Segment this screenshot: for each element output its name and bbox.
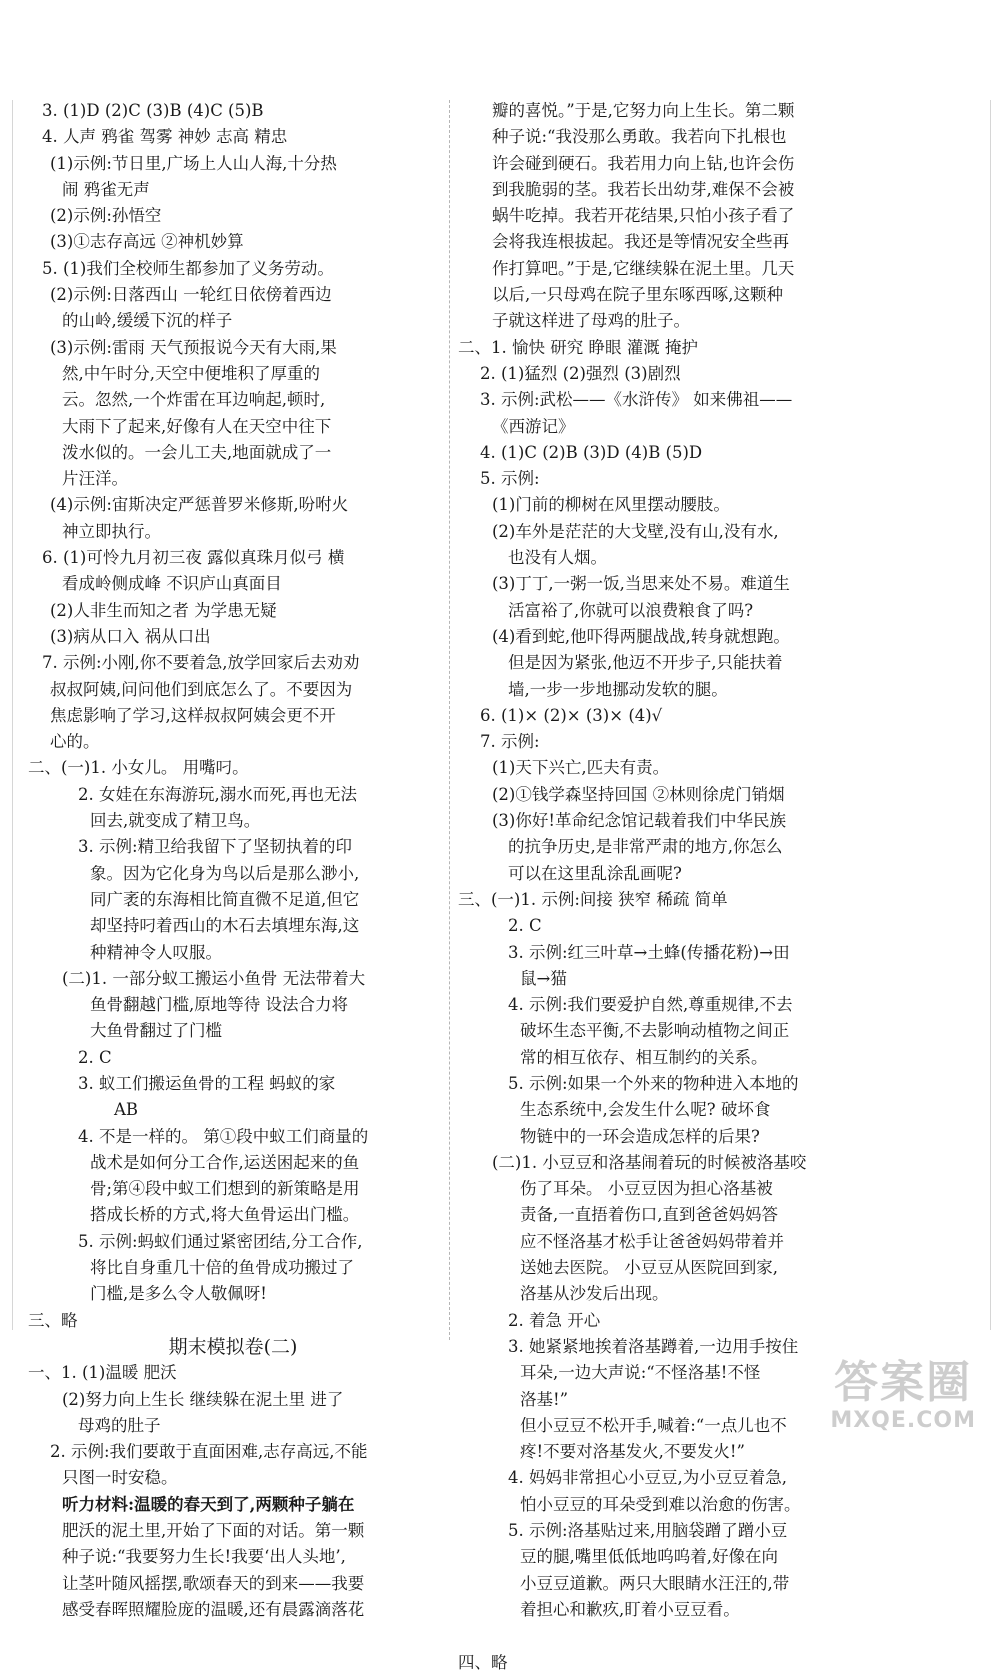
answer-line: AB <box>114 1100 139 1120</box>
answer-line: 送她去医院。 小豆豆从医院回到家, <box>520 1258 778 1278</box>
answer-line: (3)示例:雷雨 天气预报说今天有大雨,果 <box>50 337 337 357</box>
answer-line: (2)示例:孙悟空 <box>50 206 162 226</box>
answer-line: 墙,一步一步地挪动发软的腿。 <box>508 679 728 699</box>
answer-line: 疼!不要对洛基发火,不要发火!” <box>520 1442 745 1462</box>
answer-line: 2. 示例:我们要敢于直面困难,志存高远,不能 <box>50 1442 368 1462</box>
answer-line: 三、(一)1. 示例:间接 狭窄 稀疏 简单 <box>458 889 728 909</box>
column-divider <box>449 100 450 1340</box>
answer-line: 6. (1)可怜九月初三夜 露似真珠月似弓 横 <box>42 548 345 568</box>
answer-line: 却坚持叼着西山的木石去填埋东海,这 <box>90 916 360 936</box>
answer-line: 蜗牛吃掉。我若开花结果,只怕小孩子看了 <box>492 206 795 226</box>
answer-line: 一、1. (1)温暖 肥沃 <box>28 1363 177 1383</box>
answer-line: 战术是如何分工合作,运送困起来的鱼 <box>90 1152 360 1172</box>
answer-line: 责备,一直捂着伤口,直到爸爸妈妈答 <box>520 1205 778 1225</box>
answer-line: 怕小豆豆的耳朵受到难以治愈的伤害。 <box>520 1494 801 1514</box>
answer-line: 象。因为它化身为鸟以后是那么渺小, <box>90 863 360 883</box>
answer-line: 到我脆弱的茎。我若长出幼芽,难保不会被 <box>492 179 795 199</box>
answer-line: (2)人非生而知之者 为学患无疑 <box>50 600 277 620</box>
answer-line: 3. 示例:红三叶草→土蜂(传播花粉)→田 <box>508 942 790 962</box>
answer-line: 同广袤的东海相比简直微不足道,但它 <box>90 889 360 909</box>
answer-line: 心的。 <box>50 732 100 752</box>
answer-line: 许会碰到硬石。我若用力向上钻,也许会伤 <box>492 153 795 173</box>
answer-line: 种子说:“我要努力生长!我要‘出人头地’, <box>62 1547 346 1567</box>
answer-column-left <box>28 98 438 1623</box>
answer-line: 大雨下了起来,好像有人在天空中往下 <box>62 416 332 436</box>
section-heading: 期末模拟卷(二) <box>168 1335 298 1358</box>
answer-line: 但是因为紧张,他迈不开步子,只能扶着 <box>508 653 783 673</box>
answer-line: 子就这样进了母鸡的肚子。 <box>492 311 690 331</box>
answer-line: 也没有人烟。 <box>508 548 607 568</box>
answer-line: 可以在这里乱涂乱画呢? <box>508 863 682 883</box>
answer-line: 3. (1)D (2)C (3)B (4)C (5)B <box>42 101 264 120</box>
answer-line: 搭成长桥的方式,将大鱼骨运出门槛。 <box>90 1205 360 1225</box>
page-edge-right <box>990 100 991 1330</box>
answer-line: 鼠→猫 <box>520 968 567 988</box>
page-edge-left <box>12 100 13 1330</box>
answer-line: 2. 着急 开心 <box>508 1310 601 1330</box>
answer-line: (3)病从口入 祸从口出 <box>50 626 211 646</box>
answer-line: 5. 示例:洛基贴过来,用脑袋蹭了蹭小豆 <box>508 1521 788 1541</box>
answer-line: (1)示例:节日里,广场上人山人海,十分热 <box>50 153 337 173</box>
answer-line: 5. 示例:蚂蚁们通过紧密团结,分工合作, <box>78 1231 363 1251</box>
answer-line: 二、1. 愉快 研究 睁眼 灌溉 掩护 <box>458 337 698 357</box>
answer-line: (二)1. 一部分蚁工搬运小鱼骨 无法带着大 <box>62 968 366 988</box>
answer-line: 回去,就变成了精卫鸟。 <box>90 811 261 831</box>
answer-line: 生态系统中,会发生什么呢? 破坏食 <box>520 1100 771 1120</box>
answer-line: 闹 鸦雀无声 <box>62 179 150 199</box>
answer-line: 5. 示例: <box>480 469 540 489</box>
answer-line: 3. 示例:武松——《水浒传》 如来佛祖—— <box>480 390 793 410</box>
answer-line: (二)1. 小豆豆和洛基闹着玩的时候被洛基咬 <box>492 1152 807 1172</box>
answer-line: 2. C <box>508 916 542 936</box>
answer-line: 应不怪洛基才松手让爸爸妈妈带着并 <box>520 1231 784 1251</box>
answer-line: 4. 示例:我们要爱护自然,尊重规律,不去 <box>508 995 793 1015</box>
answer-line: 4. (1)C (2)B (3)D (4)B (5)D <box>480 442 703 462</box>
answer-line: 3. 她紧紧地挨着洛基蹲着,一边用手按住 <box>508 1336 799 1356</box>
answer-line: 《西游记》 <box>492 416 575 436</box>
answer-line: 的山岭,缓缓下沉的样子 <box>62 311 233 331</box>
answer-line: 2. 女娃在东海游玩,溺水而死,再也无法 <box>78 784 357 804</box>
answer-line: 洛基!” <box>520 1389 569 1409</box>
answer-line: 焦虑影响了学习,这样叔叔阿姨会更不开 <box>50 705 336 725</box>
answer-line: 听力材料:温暖的春天到了,两颗种子躺在 <box>62 1494 355 1514</box>
answer-line: 4. 妈妈非常担心小豆豆,为小豆豆着急, <box>508 1468 787 1488</box>
answer-line: 看成岭侧成峰 不识庐山真面目 <box>62 574 282 594</box>
answer-line: 常的相互依存、相互制约的关系。 <box>520 1047 768 1067</box>
answer-line: 母鸡的肚子 <box>78 1415 161 1435</box>
answer-line: 2. (1)猛烈 (2)强烈 (3)剧烈 <box>480 363 681 383</box>
answer-line: (1)天下兴亡,匹夫有责。 <box>492 758 670 778</box>
answer-line: 将比自身重几十倍的鱼骨成功搬过了 <box>90 1258 354 1278</box>
answer-line: (3)丁丁,一粥一饭,当思来处不易。难道生 <box>492 574 790 594</box>
answer-line: 感受春晖照耀脸庞的温暖,还有晨露滴落花 <box>62 1599 365 1619</box>
answer-line: 3. 蚁工们搬运鱼骨的工程 蚂蚁的家 <box>78 1073 336 1093</box>
answer-line: 着担心和歉疚,盯着小豆豆看。 <box>520 1599 740 1619</box>
answer-line: 豆的腿,嘴里低低地呜呜着,好像在向 <box>520 1547 778 1567</box>
answer-line: 大鱼骨翻过了门槛 <box>90 1021 222 1041</box>
answer-line: 会将我连根拔起。我还是等情况安全些再 <box>492 232 789 252</box>
answer-line: 三、略 <box>28 1310 78 1330</box>
answer-line: 小豆豆道歉。两只大眼睛水汪汪的,带 <box>520 1573 790 1593</box>
answer-line: (2)车外是茫茫的大戈壁,没有山,没有水, <box>492 521 779 541</box>
answer-line: 叔叔阿姨,问问他们到底怎么了。不要因为 <box>50 679 353 699</box>
answer-line: 伤了耳朵。 小豆豆因为担心洛基被 <box>520 1179 773 1199</box>
answer-line: 鱼骨翻越门槛,原地等待 设法合力将 <box>90 995 348 1015</box>
answer-line: (4)看到蛇,他吓得两腿战战,转身就想跑。 <box>492 626 790 646</box>
answer-line: 耳朵,一边大声说:“不怪洛基!不怪 <box>520 1363 761 1383</box>
site-watermark <box>830 1358 976 1434</box>
answer-line: 种子说:“我没那么勇敢。我若向下扎根也 <box>492 127 787 147</box>
answer-line: 6. (1)× (2)× (3)× (4)√ <box>480 705 663 725</box>
answer-line: 作打算吧。”于是,它继续躲在泥土里。几天 <box>492 258 795 278</box>
answer-line: 3. 示例:精卫给我留下了坚韧执着的印 <box>78 837 353 857</box>
answer-line: 瓣的喜悦。”于是,它努力向上生长。第二颗 <box>492 101 795 120</box>
answer-line: (4)示例:宙斯决定严惩普罗米修斯,吩咐火 <box>50 495 349 515</box>
answer-line: 让茎叶随风摇摆,歌颂春天的到来——我要 <box>62 1573 365 1593</box>
answer-line <box>458 1623 866 1649</box>
answer-line: 物链中的一环会造成怎样的后果? <box>520 1126 760 1146</box>
answer-line: 4. 不是一样的。 第①段中蚁工们商量的 <box>78 1126 369 1146</box>
answer-line: 5. (1)我们全校师生都参加了义务劳动。 <box>42 258 334 278</box>
answer-line: (1)门前的柳树在风里摆动腰肢。 <box>492 495 730 515</box>
answer-line: 云。忽然,一个炸雷在耳边响起,顿时, <box>62 390 326 410</box>
answer-line: 洛基从沙发后出现。 <box>520 1284 669 1304</box>
answer-line: (2)示例:日落西山 一轮红日依傍着西边 <box>50 285 332 305</box>
answer-line: 以后,一只母鸡在院子里东啄西啄,这颗种 <box>492 285 783 305</box>
answer-line: 四、略 <box>458 1652 508 1672</box>
answer-line: 神立即执行。 <box>62 521 161 541</box>
answer-column-right <box>458 98 866 1676</box>
answer-line: 泼水似的。一会儿工夫,地面就成了一 <box>62 442 332 462</box>
answer-line: 2. C <box>78 1047 112 1067</box>
watermark-url: MXQE.COM <box>830 1408 976 1433</box>
answer-line: 种精神令人叹服。 <box>90 942 222 962</box>
answer-line: (3)①志存高远 ②神机妙算 <box>50 232 244 252</box>
answer-line: 5. 示例:如果一个外来的物种进入本地的 <box>508 1073 799 1093</box>
answer-line: 但小豆豆不松开手,喊着:“一点儿也不 <box>520 1415 787 1435</box>
watermark-logo: 答案圈 <box>834 1357 973 1408</box>
answer-line: 片汪洋。 <box>62 469 128 489</box>
answer-line: (2)努力向上生长 继续躲在泥土里 进了 <box>62 1389 344 1409</box>
answer-line: (2)①钱学森坚持回国 ②林则徐虎门销烟 <box>492 784 785 804</box>
answer-line: 的抗争历史,是非常严肃的地方,你怎么 <box>508 837 783 857</box>
answer-line: 二、(一)1. 小女儿。 用嘴叼。 <box>28 758 249 778</box>
answer-line: 只图一时安稳。 <box>62 1468 178 1488</box>
answer-line: 门槛,是多么令人敬佩呀! <box>90 1284 267 1304</box>
answer-line: 肥沃的泥土里,开始了下面的对话。第一颗 <box>62 1521 365 1541</box>
answer-line: 然,中午时分,天空中便堆积了厚重的 <box>62 363 320 383</box>
answer-line: 4. 人声 鸦雀 驾雾 神妙 志高 精忠 <box>42 127 288 147</box>
answer-line: 活富裕了,你就可以浪费粮食了吗? <box>508 600 754 620</box>
answer-line: 7. 示例: <box>480 732 540 752</box>
answer-line: (3)你好!革命纪念馆记载着我们中华民族 <box>492 811 787 831</box>
answer-line: 7. 示例:小刚,你不要着急,放学回家后去劝劝 <box>42 653 360 673</box>
answer-line: 破坏生态平衡,不去影响动植物之间正 <box>520 1021 790 1041</box>
answer-line: 骨;第④段中蚁工们想到的新策略是用 <box>90 1179 360 1199</box>
